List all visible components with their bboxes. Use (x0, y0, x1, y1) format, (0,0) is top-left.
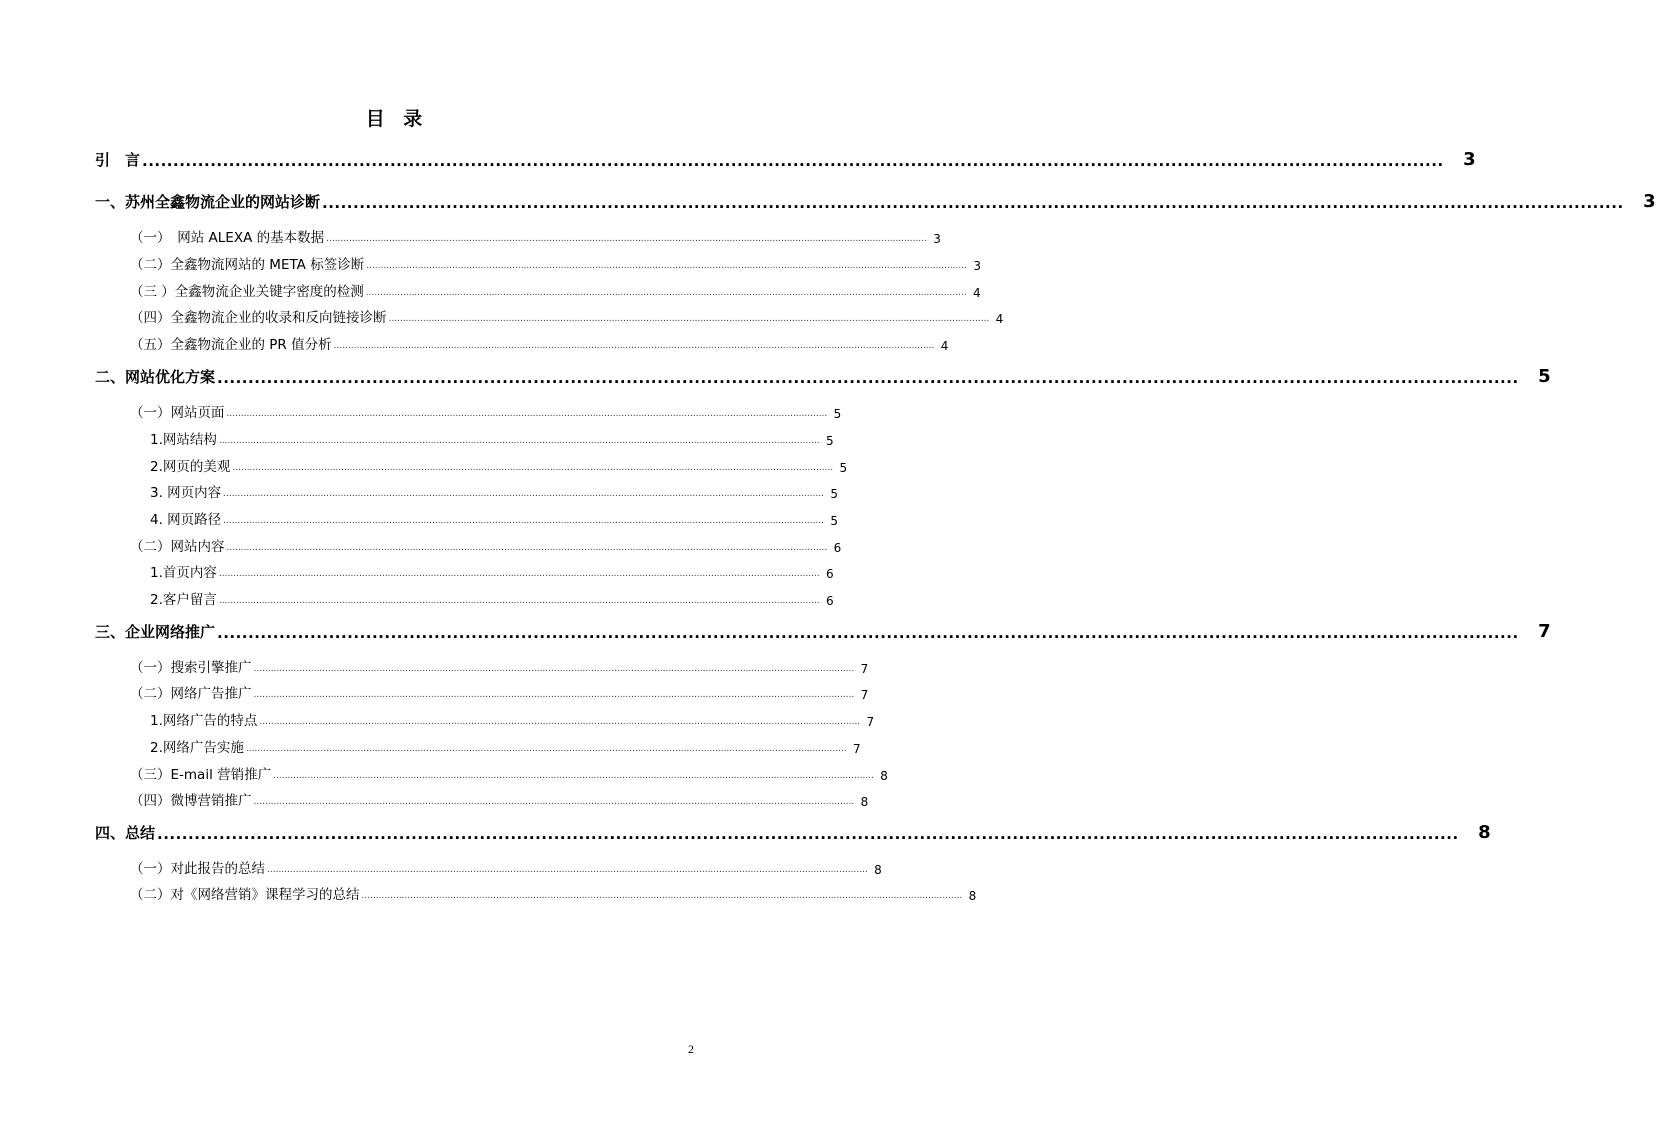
toc-entry-page: 7 (853, 742, 861, 756)
toc-entry-label: （三）E-mail 营销推广 (130, 767, 272, 783)
toc-leader-dots: .................................................................................................................................................................................................................. (218, 569, 820, 579)
toc-title: 目 录 (365, 108, 429, 130)
toc-entry-label: （一）网站页面 (130, 405, 225, 421)
toc-leader-dots: .................................................................................................................................................................................................................. (226, 409, 828, 419)
toc-leader-dots: .................................................................................................................................................................................................................. (223, 516, 824, 526)
toc-entry-label: （一）搜索引擎推广 (130, 660, 252, 676)
toc-entry-page: 5 (833, 407, 842, 421)
toc-entry-label: 2.客户留言 (150, 592, 217, 608)
toc-entry-label: （二）网络广告推广 (130, 686, 252, 702)
toc-entry-label: 3. 网页内容 (150, 485, 222, 501)
toc-entry-page: 7 (860, 688, 869, 702)
toc-entry-2-1-1[interactable] (150, 428, 834, 448)
toc-entry-label: （一）对此报告的总结 (130, 861, 265, 877)
toc-entry-page: 4 (972, 286, 981, 300)
toc-leader-dots: .................................................................................................................................................................................................................. (365, 288, 967, 298)
toc-entry-1-5[interactable] (130, 333, 949, 353)
toc-entry-4-2[interactable] (130, 883, 977, 903)
toc-entry-page: 3 (1643, 191, 1656, 212)
toc-entry-label: （三 ）全鑫物流企业关键字密度的检测 (130, 284, 364, 300)
toc-entry-2-2-2[interactable] (150, 588, 834, 608)
toc-entry-page: 5 (830, 514, 838, 528)
toc-entry-page: 3 (933, 232, 941, 246)
toc-leader-dots: .................................................................................................................................................................................................................. (157, 825, 1459, 843)
toc-leader-dots: .................................................................................................................................................................................................................. (253, 690, 855, 700)
toc-entry-page: 5 (839, 461, 848, 475)
toc-leader-dots: .................................................................................................................................................................................................................. (259, 717, 861, 727)
toc-leader-dots: .................................................................................................................................................................................................................. (253, 664, 855, 674)
toc-entry-page: 3 (1463, 149, 1476, 170)
toc-entry-page: 8 (968, 889, 977, 903)
toc-entry-page: 8 (880, 769, 888, 783)
toc-leader-dots: .................................................................................................................................................................................................................. (218, 596, 820, 606)
toc-entry-label: 1.网络广告的特点 (150, 713, 258, 729)
toc-entry-1-4[interactable] (130, 306, 1004, 326)
toc-entry-label: 三、企业网络推广 (95, 623, 216, 641)
toc-entry-1-3[interactable] (130, 280, 981, 300)
toc-entry-page: 5 (1538, 366, 1551, 387)
toc-entry-page: 8 (1478, 822, 1491, 843)
toc-entry-page: 6 (833, 541, 842, 555)
toc-leader-dots: .................................................................................................................................................................................................................. (223, 489, 824, 499)
toc-leader-dots: .................................................................................................................................................................................................................. (245, 744, 847, 754)
toc-entry-2-2-1[interactable] (150, 561, 834, 581)
toc-entry-label: 二、网站优化方案 (95, 368, 216, 386)
toc-leader-dots: .................................................................................................................................................................................................................. (273, 771, 874, 781)
toc-entry-label: 一、苏州全鑫物流企业的网站诊断 (95, 193, 321, 211)
toc-entry-1-2[interactable] (130, 253, 981, 273)
toc-entry-page: 5 (830, 487, 838, 501)
toc-entry-page: 6 (826, 594, 834, 608)
toc-entry-page: 8 (860, 795, 869, 809)
page-number: 2 (688, 1042, 694, 1056)
toc-entry-label: 四、总结 (95, 824, 156, 842)
toc-entry-page: 7 (860, 662, 869, 676)
toc-entry-3-4[interactable] (130, 789, 869, 809)
toc-leader-dots: .................................................................................................................................................................................................................. (217, 369, 1519, 387)
toc-entry-label: 2.网页的美观 (150, 459, 231, 475)
toc-entry-2-1[interactable] (130, 401, 842, 421)
toc-leader-dots: .................................................................................................................................................................................................................. (232, 463, 834, 473)
toc-entry-page: 3 (973, 259, 981, 273)
toc-entry-label: （二）全鑫物流网站的 META 标签诊断 (130, 257, 365, 273)
toc-entry-2-1-2[interactable] (150, 455, 848, 475)
toc-entry-label: （四）全鑫物流企业的收录和反向链接诊断 (130, 310, 387, 326)
toc-leader-dots: .................................................................................................................................................................................................................. (333, 341, 935, 351)
toc-entry-2-2[interactable] (130, 535, 842, 555)
toc-entry-section-1[interactable] (95, 191, 1656, 212)
toc-entry-2-1-3[interactable] (150, 481, 838, 501)
toc-leader-dots: .................................................................................................................................................................................................................. (218, 436, 820, 446)
toc-entry-4-1[interactable] (130, 857, 882, 877)
toc-entry-label: （四）微博营销推广 (130, 793, 252, 809)
toc-entry-page: 5 (826, 434, 834, 448)
toc-entry-page: 6 (826, 567, 834, 581)
toc-entry-section-4[interactable] (95, 822, 1491, 843)
toc-entry-page: 4 (995, 312, 1004, 326)
toc-leader-dots: .................................................................................................................................................................................................................. (326, 234, 927, 244)
toc-entry-label: （二）网站内容 (130, 539, 225, 555)
toc-entry-section-3[interactable] (95, 621, 1551, 642)
toc-leader-dots: .................................................................................................................................................................................................................. (226, 543, 828, 553)
toc-entry-intro[interactable] (95, 149, 1476, 170)
toc-entry-label: 4. 网页路径 (150, 512, 222, 528)
toc-entry-3-1[interactable] (130, 656, 869, 676)
toc-entry-label: （一） 网站 ALEXA 的基本数据 (130, 230, 325, 246)
toc-entry-label: 2.网络广告实施 (150, 740, 244, 756)
toc-entry-section-2[interactable] (95, 366, 1551, 387)
toc-entry-3-2[interactable] (130, 682, 869, 702)
toc-entry-label: （五）全鑫物流企业的 PR 值分析 (130, 337, 332, 353)
toc-entry-label: 1.网站结构 (150, 432, 217, 448)
toc-leader-dots: .................................................................................................................................................................................................................. (366, 261, 967, 271)
toc-entry-label: （二）对《网络营销》课程学习的总结 (130, 887, 360, 903)
toc-leader-dots: .................................................................................................................................................................................................................. (142, 152, 1444, 170)
toc-leader-dots: .................................................................................................................................................................................................................. (217, 624, 1519, 642)
toc-entry-page: 7 (1538, 621, 1551, 642)
toc-entry-page: 7 (866, 715, 875, 729)
toc-entry-page: 4 (940, 339, 949, 353)
toc-leader-dots: .................................................................................................................................................................................................................. (253, 797, 855, 807)
toc-entry-3-2-2[interactable] (150, 736, 861, 756)
toc-leader-dots: .................................................................................................................................................................................................................. (267, 865, 868, 875)
toc-entry-3-2-1[interactable] (150, 709, 875, 729)
toc-leader-dots: .................................................................................................................................................................................................................. (361, 891, 963, 901)
toc-entry-1-1[interactable] (130, 226, 941, 246)
toc-leader-dots: .................................................................................................................................................................................................................. (322, 194, 1624, 212)
toc-entry-label: 1.首页内容 (150, 565, 217, 581)
toc-entry-2-1-4[interactable] (150, 508, 838, 528)
toc-entry-label: 引 言 (95, 151, 141, 169)
toc-entry-page: 8 (874, 863, 882, 877)
toc-entry-3-3[interactable] (130, 763, 888, 783)
toc-leader-dots: .................................................................................................................................................................................................................. (388, 314, 990, 324)
